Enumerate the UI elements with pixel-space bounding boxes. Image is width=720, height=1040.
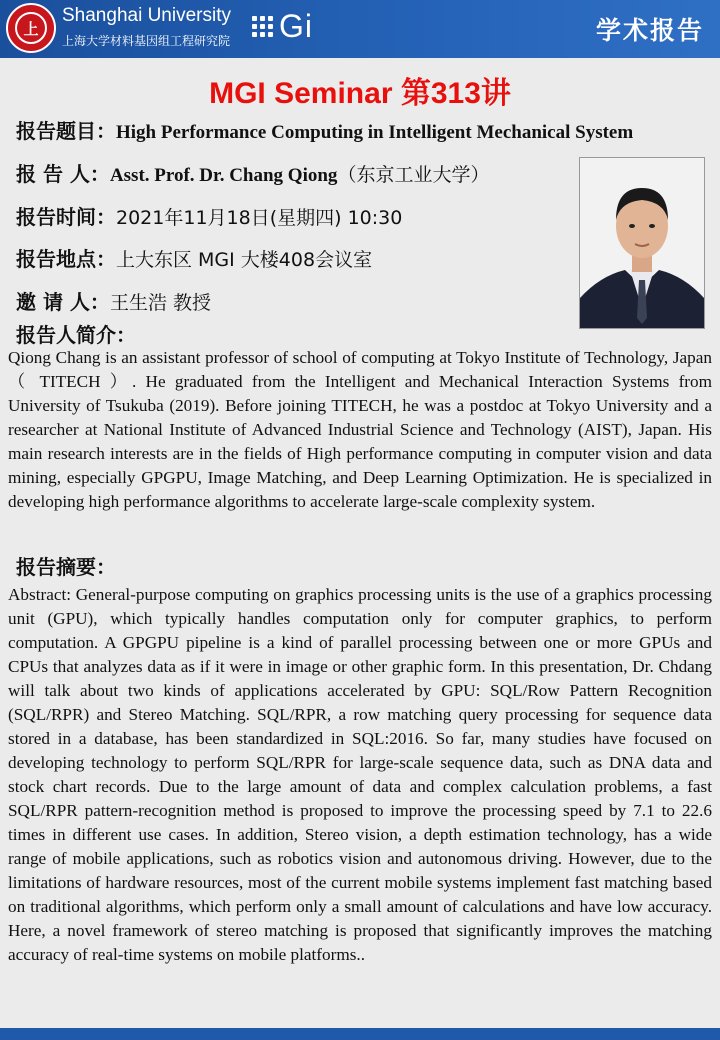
speaker-photo xyxy=(579,157,705,329)
abstract-heading: 报告摘要： xyxy=(16,555,116,579)
speaker-label: 报 告 人： xyxy=(16,162,110,186)
header-label: 学术报告 xyxy=(595,16,704,45)
host-row xyxy=(16,286,211,315)
place-value: 上大东区 MGI 大楼408会议室 xyxy=(116,249,373,271)
seminar-title: MGI Seminar 第313讲 xyxy=(209,77,511,110)
time-label: 报告时间： xyxy=(16,205,116,229)
speaker-affiliation: （东京工业大学） xyxy=(337,164,490,186)
speaker-portrait-image xyxy=(580,158,704,328)
mgi-logo xyxy=(252,8,313,45)
university-seal-logo xyxy=(6,3,56,53)
abstract-text: Abstract: General-purpose computing on graphics processing units is the use of a graphics processing unit (GPU), which typically handles computation only for computer graphics, to perform computation. A GPGPU pipeline is a kind of parallel processing between one or more GPUs and CPUs that analyzes data as if it were in image or other graphic form. In this presentation, Dr. Chdang will talk about two kinds of applications accelerated by GPU: SQL/Row Pattern Recognition (SQL/RPR) and Stereo Matching. SQL/RPR, a row matching query processing for sequence data stored in a database, has been standardized in SQL:2016. So far, many studies have focused on developing technology to perform SQL/RPR for large-scale sequence data, such as DNA data and stock chart records. Due to the large amount of data and complex calculation problems, a fast SQL/RPR pattern-recognition method is proposed to improve the processing speed by 7.1 to 22.6 times in different use cases. In addition, Stereo vision, a depth estimation technology, has a wide range of mobile applications, such as robotics vision and autonomous driving. However, due to the limitations of hardware resources, most of the current mobile systems implement fast matching based on traditional algorithms, which perform only a small amount of calculations and have low accuracy. Here, a novel framework of stereo matching is proposed that significantly improves the matching accuracy of real-time systems on mobile platforms.. xyxy=(8,585,712,964)
topic-row xyxy=(16,115,633,144)
host-value: 王生浩 教授 xyxy=(109,292,211,314)
seal-inner: 上 xyxy=(15,12,47,44)
footer-bar xyxy=(0,1028,720,1040)
header-bar xyxy=(0,0,720,58)
mgi-logo-text: Gi xyxy=(279,8,313,44)
time-row xyxy=(16,201,402,230)
time-value: 2021年11月18日(星期四) 10:30 xyxy=(116,207,403,229)
university-name-cn: 上海大学材料基因组工程研究院 xyxy=(62,34,231,48)
place-row xyxy=(16,243,372,272)
place-label: 报告地点： xyxy=(16,247,116,271)
speaker-value: Asst. Prof. Dr. Chang Qiong xyxy=(109,165,338,186)
bio-heading: 报告人简介： xyxy=(16,323,136,347)
topic-value: High Performance Computing in Intelligent Mechanical System xyxy=(116,122,634,143)
host-label: 邀 请 人： xyxy=(16,290,110,314)
university-name-en: Shanghai University xyxy=(62,5,231,26)
speaker-row xyxy=(16,158,489,187)
topic-label: 报告题目： xyxy=(16,119,116,143)
bio-text: Qiong Chang is an assistant professor of school of computing at Tokyo Institute of Technology, Japan （ TITECH ）. He graduated from the Intelligent and Mechanical Interaction Systems from University of Tsukuba (2019). Before joining TITECH, he was a postdoc at Tokyo University and a researcher at National Institute of Advanced Industrial Science and Technology (AIST), Japan. His main research interests are in the fields of High performance computing in computer vision and data mining, especially GPGPU, Image Matching, and Deep Learning Optimization. He is specialized in developing high performance algorithms to accelerate large-scale complexity system. xyxy=(8,348,712,511)
mgi-dots-icon xyxy=(252,16,273,37)
